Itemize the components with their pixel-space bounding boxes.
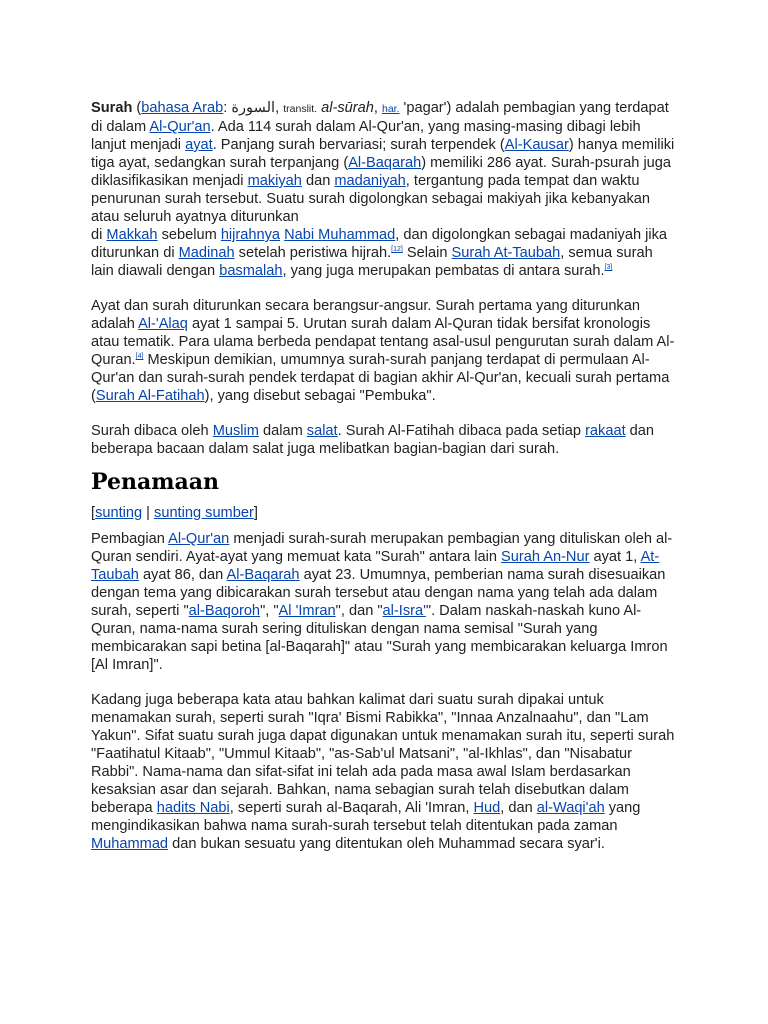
text-run: sebelum — [157, 227, 221, 243]
edit-source-link[interactable]: sunting sumber — [154, 505, 254, 521]
abbreviation: translit. — [283, 103, 318, 115]
text-run: , dan — [500, 800, 537, 816]
text-run: dan — [301, 173, 335, 189]
intro-paragraph-2 — [91, 297, 677, 405]
text-run: Ayat dan surah diturunkan secara berangsur-angsur. Surah pertama yang diturunkan adalah — [91, 298, 640, 332]
text-run: , — [373, 100, 382, 116]
edit-links — [91, 504, 677, 522]
text-run: . Panjang surah bervariasi; surah terpendek ( — [212, 137, 505, 153]
text-run: , semua surah lain diawali dengan — [91, 245, 653, 279]
inline-link[interactable]: At-Taubah — [91, 549, 660, 583]
text-run: ), yang disebut sebagai "Pembuka". — [204, 388, 436, 404]
edit-link[interactable]: sunting — [95, 505, 143, 521]
text-run: Surah dibaca oleh — [91, 423, 213, 439]
text-run: ". Dalam naskah-naskah kuno Al-Quran, nama-nama surah sering dituliskan dengan nama semisal "Surah yang membicarakan sapi betina [al-Baqarah]" atau "Surah yang membicarakan keluarga Imron [Al Imran]". — [91, 603, 668, 673]
inline-link[interactable]: al-Isra' — [382, 603, 426, 619]
inline-link[interactable]: Al-Qur'an — [149, 119, 211, 135]
inline-link[interactable]: Madinah — [178, 245, 235, 261]
intro-paragraph-3 — [91, 422, 677, 458]
edit-separator: | — [142, 505, 155, 521]
bold-term: Surah — [91, 100, 133, 116]
inline-link[interactable]: madaniyah — [334, 173, 406, 189]
text-run: , seperti surah al-Baqarah, Ali 'Imran, — [229, 800, 474, 816]
text-run: setelah peristiwa hijrah. — [234, 245, 392, 261]
inline-link[interactable]: bahasa Arab — [141, 100, 224, 116]
text-run: dalam — [258, 423, 307, 439]
text-run: , yang juga merupakan pembatas di antara surah. — [282, 263, 605, 279]
text-run: di — [91, 227, 107, 243]
inline-link[interactable]: Nabi Muhammad — [284, 227, 396, 243]
inline-link[interactable]: har. — [381, 103, 400, 115]
inline-link[interactable]: hadits Nabi — [156, 800, 230, 816]
italic-term: al-sūrah — [321, 100, 374, 116]
text-run: ) hanya memiliki tiga ayat, sedangkan surah terpanjang ( — [91, 137, 675, 171]
inline-link[interactable]: Al-Baqarah — [348, 155, 422, 171]
reference-link[interactable]: [3] — [604, 264, 613, 272]
text-run: , tergantung pada tempat dan waktu penurunan surah tersebut. Suatu surah digolongkan sebagai makiyah jika kebanyakan atau seluruh ayatnya diturunkan — [91, 173, 650, 225]
inline-link[interactable]: Al-Baqarah — [226, 567, 300, 583]
inline-link[interactable]: Surah Al-Fatihah — [95, 388, 205, 404]
text-run: dan beberapa bacaan dalam salat juga melibatkan bagian-bagian dari surah. — [91, 423, 655, 457]
text-run: ", dan " — [335, 603, 383, 619]
inline-link[interactable]: salat — [306, 423, 338, 439]
text-run: ( — [132, 100, 142, 116]
text-run: dan bukan sesuatu yang ditentukan oleh Muhammad secara syar'i. — [168, 836, 605, 852]
footnote-ref — [391, 246, 403, 253]
text-run: . Surah Al-Fatihah dibaca pada setiap — [337, 423, 586, 439]
edit-bracket-close: ] — [253, 505, 258, 521]
text-run: : — [223, 100, 232, 116]
section-paragraph-2 — [91, 691, 677, 853]
text-run: Pembagian — [91, 531, 169, 547]
section-paragraph-1 — [91, 530, 677, 674]
footnote-ref — [605, 264, 613, 271]
text-run: السورة — [231, 100, 276, 116]
inline-link[interactable]: makiyah — [247, 173, 302, 189]
inline-link[interactable]: Muhammad — [91, 836, 169, 852]
inline-link[interactable]: Surah An-Nur — [501, 549, 590, 565]
text-run: ayat 1 sampai 5. Urutan surah dalam Al-Quran tidak bersifat kronologis atau tematik. Para ulama berbeda pendapat tentang asal-usul pengurutan surah dalam Al-Quran. — [91, 316, 675, 368]
text-run: ayat 86, dan — [138, 567, 227, 583]
section-heading: Penamaan — [91, 469, 219, 495]
reference-link[interactable]: [12] — [391, 246, 403, 254]
text-run: menjadi surah-surah merupakan pembagian yang dituliskan oleh al-Quran sendiri. Ayat-ayat yang memuat kata "Surah" antara lain — [91, 531, 673, 565]
inline-link[interactable]: Al-Qur'an — [168, 531, 230, 547]
inline-link[interactable]: Surah At-Taubah — [451, 245, 561, 261]
text-run: ayat 23. Umumnya, pemberian nama surah disesuaikan dengan tema yang dibicarakan surah tersebut atau dengan nama yang telah ada dalam surah, seperti " — [91, 567, 666, 619]
inline-link[interactable]: Makkah — [106, 227, 158, 243]
inline-link[interactable]: al-Baqoroh — [188, 603, 261, 619]
inline-link[interactable]: Al 'Imran — [278, 603, 336, 619]
text-run: ayat 1, — [589, 549, 641, 565]
text-run: ", " — [260, 603, 279, 619]
text-run: . Ada 114 surah dalam Al-Qur'an, yang masing-masing dibagi lebih lanjut menjadi — [91, 119, 641, 153]
inline-link[interactable]: Al-'Alaq — [138, 316, 188, 332]
text-run: , — [275, 100, 284, 116]
text-run: Meskipun demikian, umumnya surah-surah panjang terdapat di permulaan Al-Qur'an dan surah-surah pendek terdapat di bagian akhir Al-Qur'an, kecuali surah pertama ( — [91, 352, 670, 404]
inline-link[interactable]: Al-Kausar — [504, 137, 569, 153]
inline-link[interactable]: ayat — [185, 137, 213, 153]
inline-link[interactable]: Hud — [473, 800, 501, 816]
inline-link[interactable]: Muslim — [212, 423, 259, 439]
inline-link[interactable]: hijrahnya — [220, 227, 281, 243]
text-run: yang mengindikasikan bahwa nama surah-surah tersebut telah ditentukan pada zaman — [91, 800, 641, 834]
article-body — [91, 99, 677, 870]
text-run: Kadang juga beberapa kata atau bahkan kalimat dari suatu surah dipakai untuk menamakan surah, seperti surah "Iqra' Bismi Rabikka", "Innaa Anzalnaahu", dan "Lam Yakun". Sifat suatu surah juga dapat digunakan untuk menamakan surah itu, seperti surah "Faatihatul Kitaab", "Ummul Kitaab", "as-Sab'ul Matsani", "al-Ikhlas", dan "Nisabatur Rabbi". Nama-nama dan sifat-sifat ini telah ada pada masa awal Islam berdasarkan kesaksian asar dan sejarah. Bahkan, nama sebagian surah telah disebutkan dalam beberapa — [91, 692, 675, 816]
text-run: ) memiliki 286 ayat. Surah-psurah juga diklasifikasikan menjadi — [91, 155, 672, 189]
inline-link[interactable]: rakaat — [585, 423, 626, 439]
text-run: , dan digolongkan sebagai madaniyah jika diturunkan di — [91, 227, 668, 261]
text-run: Selain — [402, 245, 452, 261]
edit-bracket-open: [ — [91, 505, 96, 521]
inline-link[interactable]: basmalah — [219, 263, 283, 279]
inline-link[interactable]: al-Waqi'ah — [536, 800, 605, 816]
reference-link[interactable]: [4] — [135, 353, 144, 361]
intro-paragraph-1 — [91, 99, 677, 280]
text-run: 'pagar') adalah pembagian yang terdapat di dalam — [91, 100, 669, 135]
